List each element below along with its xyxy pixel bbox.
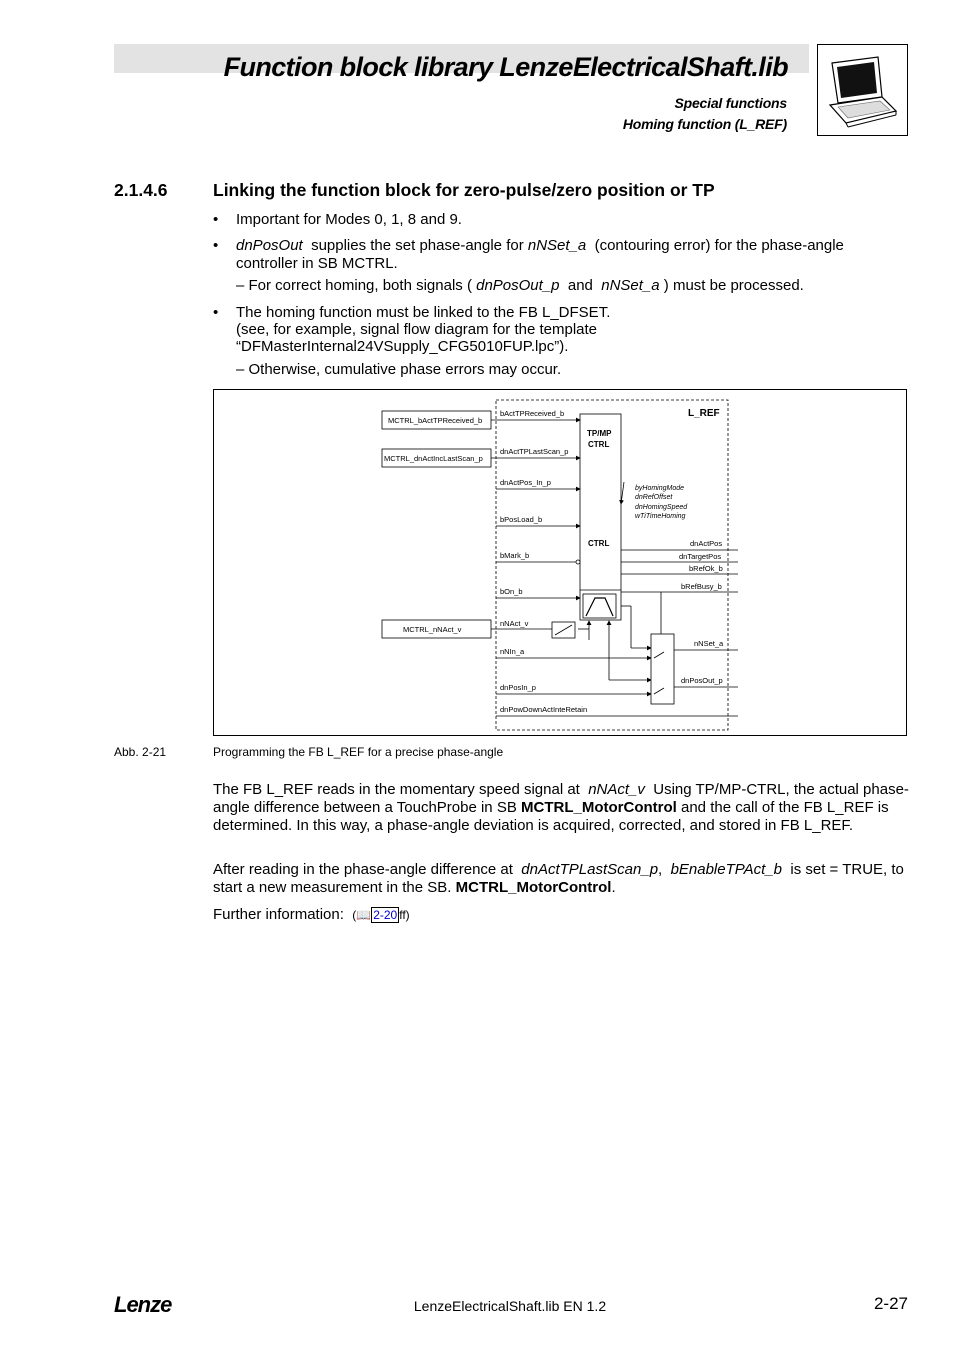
tpmp-label: TP/MP [587, 429, 612, 438]
p1-text-b: Using TP/MP-CTRL, the actual phase-angle difference between a TouchProbe in SB [213, 781, 909, 816]
further-information [213, 906, 410, 923]
book-icon: 📖 [356, 908, 372, 922]
param-1: byHomingMode [635, 485, 685, 492]
p1-bold-mctrl: MCTRL_MotorControl [521, 799, 677, 816]
input-label-10: dnPowDownActInteRetain [500, 705, 588, 714]
bullet-1-text: Important for Modes 0, 1, 8 and 9. [236, 211, 462, 228]
bullet-2-sub-post: ) must be processed. [663, 277, 804, 294]
p2-bold-mctrl: MCTRL_MotorControl [455, 879, 612, 896]
bullet-2-sub-pre: – For correct homing, both signals ( [236, 277, 472, 294]
input-label-9: dnPosIn_p [500, 683, 536, 692]
var-nnset-a-2: nNSet_a [601, 277, 660, 294]
output-label-5: nNSet_a [694, 639, 724, 648]
bullet-2-sub [236, 277, 804, 294]
cross-reference [352, 907, 409, 923]
lref-block-name: L_REF [688, 408, 720, 419]
output-label-3: bRefOk_b [689, 564, 723, 573]
bullet-3-line1: The homing function must be linked to the FB L_DFSET. [236, 304, 611, 321]
p2-text-b: is set = TRUE, to start a new measurement in the SB. [213, 861, 904, 896]
bullet-3-sub: – Otherwise, cumulative phase errors may occur. [236, 361, 562, 378]
output-label-2: dnTargetPos [679, 552, 722, 561]
ext-input-3: MCTRL_nNAct_v [403, 625, 462, 634]
section-title: Linking the function block for zero-pulse/zero position or TP [213, 180, 715, 200]
header-subtitle-1: Special functions [674, 95, 787, 111]
input-label-3: dnActPos_In_p [500, 478, 551, 487]
tpmp-ctrl-label: CTRL [588, 440, 610, 449]
var-benabletpact-b: bEnableTPAct_b [670, 861, 783, 878]
ctrl-label: CTRL [588, 539, 610, 548]
var-nnset-a: nNSet_a [527, 237, 587, 254]
bullet-3-line2: (see, for example, signal flow diagram for the template [236, 321, 598, 338]
bullet-2-end: (contouring error) for the phase-angle [594, 237, 844, 254]
input-label-7: nNAct_v [500, 619, 529, 628]
xref-link[interactable]: 2-20 [373, 908, 398, 922]
input-label-4: bPosLoad_b [500, 515, 543, 524]
param-3: dnHomingSpeed [635, 504, 688, 511]
input-label-2: dnActTPLastScan_p [500, 447, 569, 456]
bullet-3-line3: “DFMasterInternal24VSupply_CFG5010FUP.lpc”). [236, 338, 569, 355]
paragraph-2 [213, 861, 913, 897]
header-subtitle-2: Homing function (L_REF) [622, 116, 787, 132]
input-label-8: nNIn_a [500, 647, 525, 656]
p1-text-a: The FB L_REF reads in the momentary speed signal at [213, 781, 580, 798]
page-title: Function block library LenzeElectricalShaft.lib [223, 52, 788, 82]
bullet-2-sub-and: and [567, 277, 593, 294]
var-nnact-v: nNAct_v [588, 781, 645, 798]
output-label-4: bRefBusy_b [681, 582, 722, 591]
param-4: wTiTimeHoming [635, 513, 686, 520]
function-block-diagram [213, 389, 907, 736]
output-label-1: dnActPos [690, 539, 723, 548]
lenze-logo: Lenze [114, 1292, 172, 1317]
p1-text-c: and the call of the FB L_REF is determined. In this way, a phase-angle deviation is acquired, corrected, and stored in FB L_REF. [213, 799, 889, 834]
xref-open: ( [352, 908, 357, 922]
p2-end: . [611, 879, 616, 896]
further-label: Further information: [213, 906, 344, 923]
footer-document-id: LenzeElectricalShaft.lib EN 1.2 [413, 1298, 607, 1314]
input-label-1: bActTPReceived_b [500, 409, 565, 418]
param-2: dnRefOffset [635, 494, 673, 501]
var-dnposout: dnPosOut [236, 237, 303, 254]
figure-number: Abb. 2-21 [114, 745, 167, 759]
var-dnposout-p: dnPosOut_p [476, 277, 560, 294]
input-label-5: bMark_b [500, 551, 530, 560]
input-label-6: bOn_b [500, 587, 523, 596]
bullet-2-line2: controller in SB MCTRL. [236, 255, 398, 272]
figure-caption: Programming the FB L_REF for a precise phase-angle [213, 745, 504, 759]
var-dnacttplastscan-p: dnActTPLastScan_p [521, 861, 659, 878]
laptop-icon [817, 44, 908, 136]
p2-comma: , [658, 861, 663, 878]
ext-input-2: MCTRL_dnActIncLastScan_p [384, 454, 483, 463]
xref-close: ff) [399, 908, 410, 922]
ext-input-1: MCTRL_bActTPReceived_b [388, 416, 483, 425]
paragraph-1 [213, 781, 913, 835]
output-label-6: dnPosOut_p [681, 676, 723, 685]
bullet-2-mid: supplies the set phase-angle for [311, 237, 524, 254]
p2-text-a: After reading in the phase-angle difference at [213, 861, 513, 878]
page-number: 2-27 [873, 1294, 908, 1313]
section-number: 2.1.4.6 [114, 180, 168, 200]
